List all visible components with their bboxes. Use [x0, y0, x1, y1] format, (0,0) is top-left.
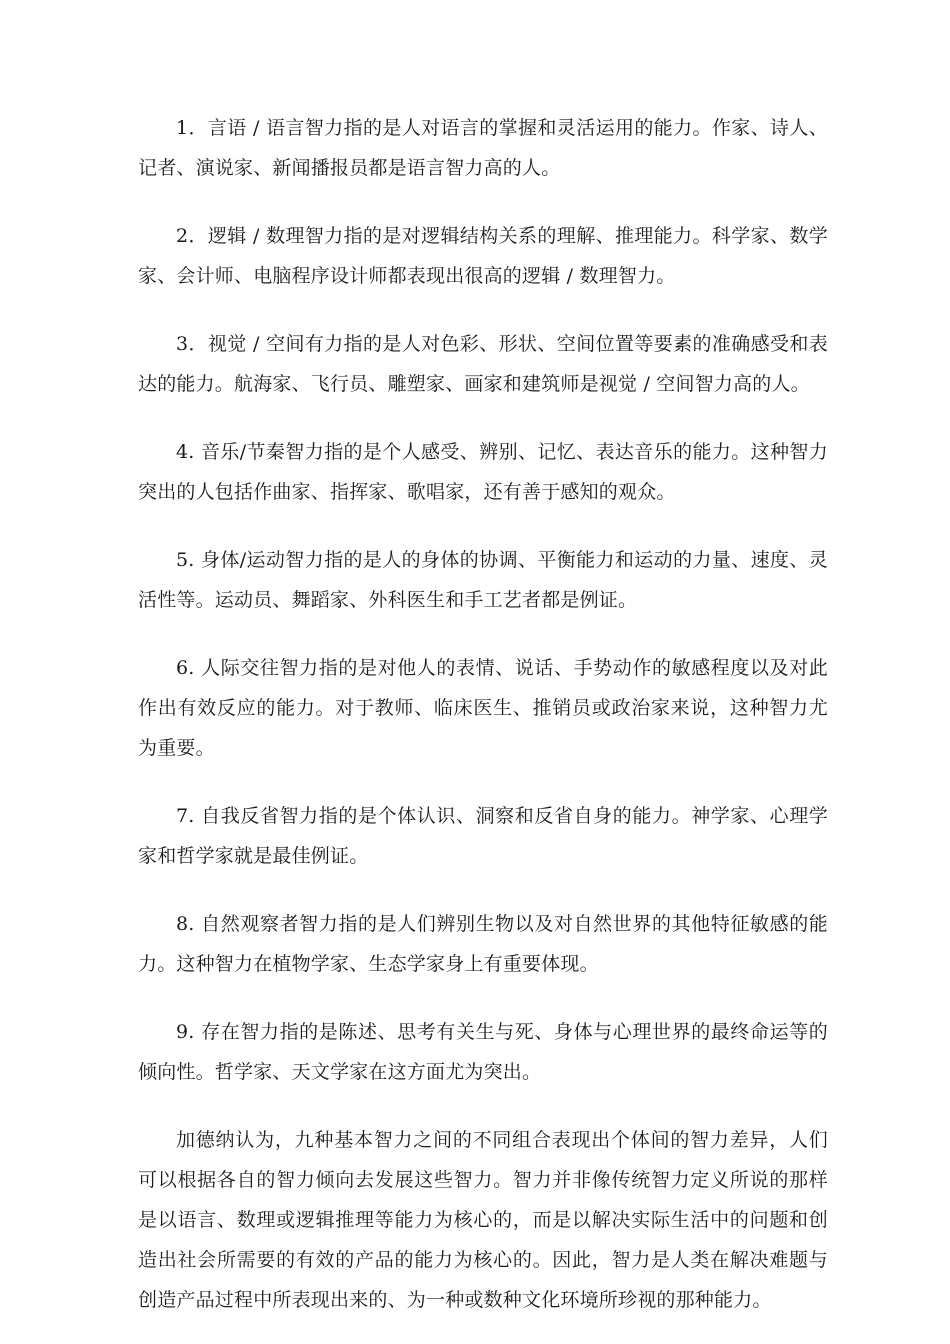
paragraph-bodily-kinesthetic-intelligence: 5. 身体/运动智力指的是人的身体的协调、平衡能力和运动的力量、速度、灵活性等。运动员、舞蹈家、外科医生和手工艺者都是例证。 [138, 549, 828, 611]
paragraph-gardner-conclusion: 加德纳认为，九种基本智力之间的不同组合表现出个体间的智力差异，人们可以根据各自的智力倾向去发展这些智力。智力并非像传统智力定义所说的那样是以语言、数理或逻辑推理等能力为核心的，而是以解决实际生活中的问题和创造出社会所需要的有效的产品的能力为核心的。因此，智力是人类在解决难题与创造产品过程中所表现出来的、为一种或数种文化环境所珍视的那种能力。 [138, 1129, 828, 1311]
paragraph-logical-mathematical-intelligence: 2．逻辑 / 数理智力指的是对逻辑结构关系的理解、推理能力。科学家、数学家、会计师、电脑程序设计师都表现出很高的逻辑 / 数理智力。 [138, 225, 828, 287]
paragraph-linguistic-intelligence: 1．言语 / 语言智力指的是人对语言的掌握和灵活运用的能力。作家、诗人、记者、演说家、新闻播报员都是语言智力高的人。 [138, 117, 828, 179]
paragraph-visual-spatial-intelligence: 3．视觉 / 空间有力指的是人对色彩、形状、空间位置等要素的准确感受和表达的能力。航海家、飞行员、雕塑家、画家和建筑师是视觉 / 空间智力高的人。 [138, 333, 828, 395]
paragraph-intrapersonal-intelligence: 7. 自我反省智力指的是个体认识、洞察和反省自身的能力。神学家、心理学家和哲学家就是最佳例证。 [138, 805, 828, 867]
paragraph-existential-intelligence: 9. 存在智力指的是陈述、思考有关生与死、身体与心理世界的最终命运等的倾向性。哲学家、天文学家在这方面尤为突出。 [138, 1021, 828, 1083]
paragraph-musical-intelligence: 4. 音乐/节秦智力指的是个人感受、辨别、记忆、表达音乐的能力。这种智力突出的人包括作曲家、指挥家、歌唱家，还有善于感知的观众。 [138, 441, 828, 503]
paragraph-interpersonal-intelligence: 6. 人际交往智力指的是对他人的表情、说话、手势动作的敏感程度以及对此作出有效反应的能力。对于教师、临床医生、推销员或政治家来说，这种智力尤为重要。 [138, 657, 828, 759]
paragraph-naturalist-intelligence: 8. 自然观察者智力指的是人们辨别生物以及对自然世界的其他特征敏感的能力。这种智力在植物学家、生态学家身上有重要体现。 [138, 913, 828, 975]
document-body [138, 108, 828, 1320]
